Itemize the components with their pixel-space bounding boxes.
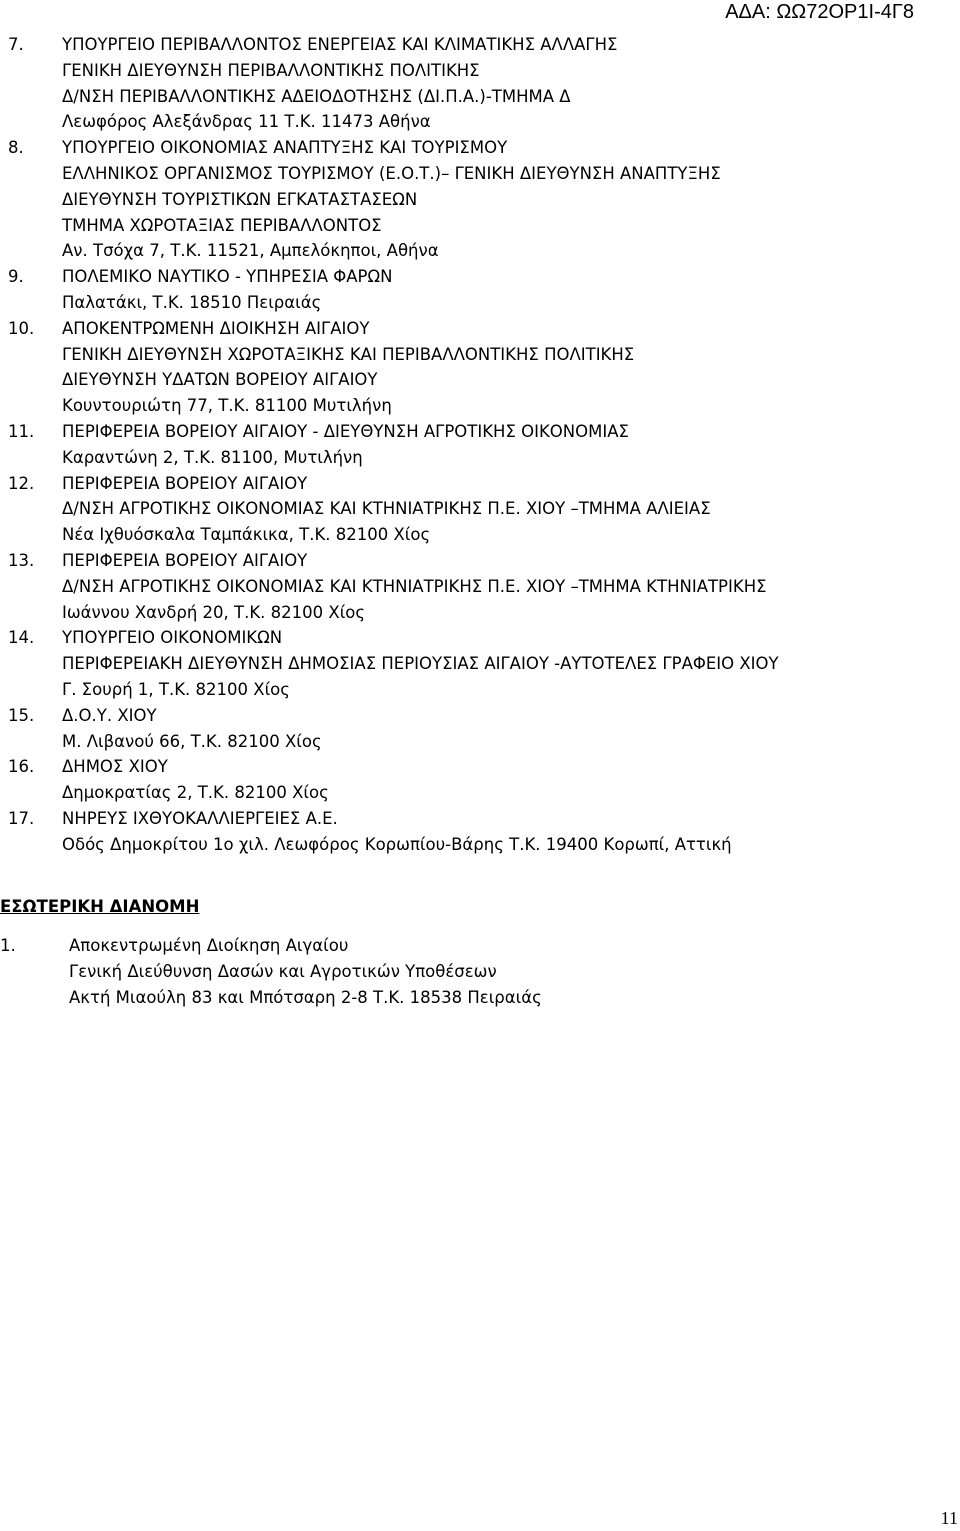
item-line: ΠΕΡΙΦΕΡΕΙΑ ΒΟΡΕΙΟΥ ΑΙΓΑΙΟΥ xyxy=(62,550,308,570)
item-line: Αν. Τσόχα 7, Τ.Κ. 11521, Αμπελόκηποι, Αθήνα xyxy=(62,241,439,261)
list-item xyxy=(0,933,940,1010)
item-line: Μ. Λιβανού 66, Τ.Κ. 82100 Χίος xyxy=(62,731,322,751)
item-line: Νέα Ιχθυόσκαλα Ταμπάκικα, Τ.Κ. 82100 Χίος xyxy=(62,525,431,545)
list-item xyxy=(8,135,948,264)
item-line: ΓΕΝΙΚΗ ΔΙΕΥΘΥΝΣΗ ΧΩΡΟΤΑΞΙΚΗΣ ΚΑΙ ΠΕΡΙΒΑΛΛΟΝΤΙΚΗΣ ΠΟΛΙΤΙΚΗΣ xyxy=(62,344,635,364)
item-line: Κουντουριώτη 77, Τ.Κ. 81100 Μυτιλήνη xyxy=(62,396,392,416)
item-lines xyxy=(62,806,948,858)
list-item xyxy=(8,703,948,755)
item-line: ΠΕΡΙΦΕΡΕΙΑ ΒΟΡΕΙΟΥ ΑΙΓΑΙΟΥ - ΔΙΕΥΘΥΝΣΗ ΑΓΡΟΤΙΚΗΣ ΟΙΚΟΝΟΜΙΑΣ xyxy=(62,421,629,441)
list-item xyxy=(8,419,948,471)
item-line: Καραντώνη 2, Τ.Κ. 81100, Μυτιλήνη xyxy=(62,447,363,467)
item-number: 16. xyxy=(8,757,35,777)
item-line: ΔΙΕΥΘΥΝΣΗ ΤΟΥΡΙΣΤΙΚΩΝ ΕΓΚΑΤΑΣΤΑΣΕΩΝ xyxy=(62,189,418,209)
item-line: ΥΠΟΥΡΓΕΙΟ ΟΙΚΟΝΟΜΙΑΣ ΑΝΑΠΤΥΞΗΣ ΚΑΙ ΤΟΥΡΙΣΜΟΥ xyxy=(62,138,508,158)
item-number: 8. xyxy=(8,138,24,158)
item-line: Ιωάννου Χανδρή 20, Τ.Κ. 82100 Χίος xyxy=(62,602,366,622)
item-number: 12. xyxy=(8,473,35,493)
item-line: ΔΗΜΟΣ ΧΙΟΥ xyxy=(62,757,168,777)
item-number: 17. xyxy=(8,808,35,828)
item-line: ΥΠΟΥΡΓΕΙΟ ΟΙΚΟΝΟΜΙΚΩΝ xyxy=(62,628,283,648)
item-number: 1. xyxy=(0,936,16,955)
recipients-list xyxy=(8,32,948,858)
list-item xyxy=(8,754,948,806)
item-lines xyxy=(62,419,948,471)
item-line: ΔΙΕΥΘΥΝΣΗ ΥΔΑΤΩΝ ΒΟΡΕΙΟΥ ΑΙΓΑΙΟΥ xyxy=(62,370,378,390)
ada-code: ΑΔΑ: ΩΩ72ΟΡ1Ι-4Γ8 xyxy=(725,1,914,23)
item-line: Δ/ΝΣΗ ΑΓΡΟΤΙΚΗΣ ΟΙΚΟΝΟΜΙΑΣ ΚΑΙ ΚΤΗΝΙΑΤΡΙΚΗΣ Π.Ε. ΧΙΟΥ –ΤΜΗΜΑ ΚΤΗΝΙΑΤΡΙΚΗΣ xyxy=(62,576,767,596)
page-number: 11 xyxy=(940,1508,958,1528)
item-line: ΠΕΡΙΦΕΡΕΙΑΚΗ ΔΙΕΥΘΥΝΣΗ ΔΗΜΟΣΙΑΣ ΠΕΡΙΟΥΣΙΑΣ ΑΙΓΑΙΟΥ -ΑΥΤΟΤΕΛΕΣ ΓΡΑΦΕΙΟ ΧΙΟΥ xyxy=(62,654,779,674)
item-line: ΕΛΛΗΝΙΚΟΣ ΟΡΓΑΝΙΣΜΟΣ ΤΟΥΡΙΣΜΟΥ (Ε.Ο.Τ.)– ΓΕΝΙΚΗ ΔΙΕΥΘΥΝΣΗ ΑΝΑΠΤΥΞΗΣ xyxy=(62,163,721,183)
item-line: Δ/ΝΣΗ ΠΕΡΙΒΑΛΛΟΝΤΙΚΗΣ ΑΔΕΙΟΔΟΤΗΣΗΣ (ΔΙ.Π.Α.)-ΤΜΗΜΑ Δ xyxy=(62,86,571,106)
item-number: 9. xyxy=(8,267,24,287)
item-line: ΓΕΝΙΚΗ ΔΙΕΥΘΥΝΣΗ ΠΕΡΙΒΑΛΛΟΝΤΙΚΗΣ ΠΟΛΙΤΙΚΗΣ xyxy=(62,60,480,80)
item-line: Δ/ΝΣΗ ΑΓΡΟΤΙΚΗΣ ΟΙΚΟΝΟΜΙΑΣ ΚΑΙ ΚΤΗΝΙΑΤΡΙΚΗΣ Π.Ε. ΧΙΟΥ –ΤΜΗΜΑ ΑΛΙΕΙΑΣ xyxy=(62,499,711,519)
item-line: ΥΠΟΥΡΓΕΙΟ ΠΕΡΙΒΑΛΛΟΝΤΟΣ ΕΝΕΡΓΕΙΑΣ ΚΑΙ ΚΛΙΜΑΤΙΚΗΣ ΑΛΛΑΓΗΣ xyxy=(62,35,618,54)
item-line: ΝΗΡΕΥΣ ΙΧΘΥΟΚΑΛΛΙΕΡΓΕΙΕΣ Α.Ε. xyxy=(62,808,338,828)
internal-distribution-title: ΕΣΩΤΕΡΙΚΗ ΔΙΑΝΟΜΗ xyxy=(0,897,200,916)
item-line: Οδός Δημοκρίτου 1ο χιλ. Λεωφόρος Κορωπίου-Βάρης Τ.Κ. 19400 Κορωπί, Αττική xyxy=(62,834,732,854)
item-number: 7. xyxy=(8,35,24,54)
item-lines xyxy=(69,933,940,1010)
list-item xyxy=(8,471,948,548)
item-number: 13. xyxy=(8,550,35,570)
item-line: Αποκεντρωμένη Διοίκηση Αιγαίου xyxy=(69,936,349,955)
item-lines xyxy=(62,471,948,548)
list-item xyxy=(8,264,948,316)
item-number: 15. xyxy=(8,705,35,725)
list-item xyxy=(8,548,948,625)
item-lines xyxy=(62,135,948,264)
item-lines xyxy=(62,316,948,419)
item-line: Δ.Ο.Υ. ΧΙΟΥ xyxy=(62,705,157,725)
item-lines xyxy=(62,32,948,135)
item-line: Γενική Διεύθυνση Δασών και Αγροτικών Υποθέσεων xyxy=(69,961,497,981)
item-line: ΑΠΟΚΕΝΤΡΩΜΕΝΗ ΔΙΟΙΚΗΣΗ ΑΙΓΑΙΟΥ xyxy=(62,318,370,338)
item-line: ΠΕΡΙΦΕΡΕΙΑ ΒΟΡΕΙΟΥ ΑΙΓΑΙΟΥ xyxy=(62,473,308,493)
item-lines xyxy=(62,548,948,625)
item-lines xyxy=(62,264,948,316)
list-item xyxy=(8,806,948,858)
item-number: 11. xyxy=(8,421,35,441)
item-number: 14. xyxy=(8,628,35,648)
list-item xyxy=(8,316,948,419)
item-number: 10. xyxy=(8,318,35,338)
item-lines xyxy=(62,703,948,755)
item-lines xyxy=(62,625,948,702)
item-line: ΠΟΛΕΜΙΚΟ ΝΑΥΤΙΚΟ - ΥΠΗΡΕΣΙΑ ΦΑΡΩΝ xyxy=(62,267,393,287)
item-line: Ακτή Μιαούλη 83 και Μπότσαρη 2-8 Τ.Κ. 18538 Πειραιάς xyxy=(69,987,542,1007)
item-line: ΤΜΗΜΑ ΧΩΡΟΤΑΞΙΑΣ ΠΕΡΙΒΑΛΛΟΝΤΟΣ xyxy=(62,215,382,235)
item-line: Λεωφόρος Αλεξάνδρας 11 Τ.Κ. 11473 Αθήνα xyxy=(62,112,431,132)
list-item xyxy=(8,625,948,702)
item-line: Παλατάκι, Τ.Κ. 18510 Πειραιάς xyxy=(62,292,322,312)
item-line: Γ. Σουρή 1, Τ.Κ. 82100 Χίος xyxy=(62,679,290,699)
item-lines xyxy=(62,754,948,806)
list-item xyxy=(8,32,948,135)
item-line: Δημοκρατίας 2, Τ.Κ. 82100 Χίος xyxy=(62,783,329,803)
internal-distribution-list xyxy=(0,933,940,1010)
